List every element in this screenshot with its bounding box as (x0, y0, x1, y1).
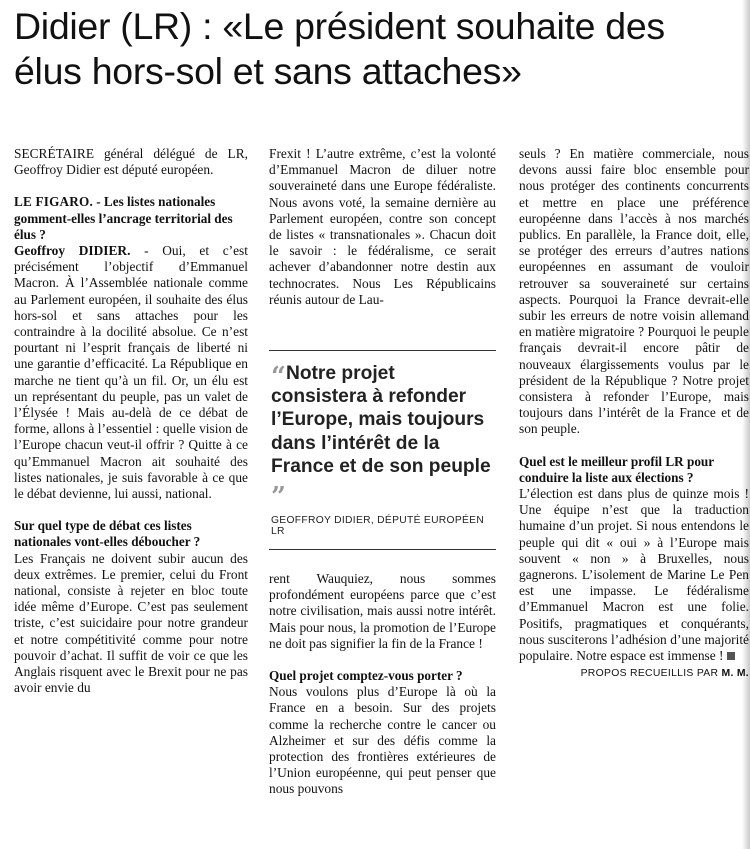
column-3 (519, 146, 749, 683)
end-mark-icon (727, 652, 735, 660)
question-1-label: LE FIGARO. (14, 194, 93, 210)
pull-quote-text-block (271, 362, 493, 513)
byline-prefix: PROPOS RECUEILLIS PAR (580, 668, 722, 680)
answer-2-part-1: Les Français ne doivent subir aucun des deux extrêmes. Le premier, celui du Front national, consiste à rejeter en bloc toute idée même d’Europe. C’est pas seulement triste, c’est suicidaire pour notre grandeur et notre compétitivité comme pour notre pouvoir d’achat. Il suffit de voir ce que les Anglais risquent avec le Brexit pour ne pas avoir envie du (14, 550, 248, 696)
question-2: Sur quel type de débat ces listes nationales vont-elles déboucher ? (14, 518, 201, 550)
pull-quote-credit: GEOFFROY DIDIER, DÉPUTÉ EUROPÉEN LR (271, 515, 485, 537)
question-4: Quel est le meilleur profil LR pour conduire la liste aux élections ? (519, 453, 714, 485)
headline: Didier (LR) : «Le président souhaite des élus hors-sol et sans attaches» (14, 5, 665, 92)
column-2-bottom (269, 571, 496, 798)
answer-1 (14, 243, 248, 502)
question-1-text: - Les listes nationales gomment-elles l’ancrage territorial des élus ? (14, 194, 233, 242)
question-1 (14, 194, 248, 243)
pull-quote (269, 350, 496, 550)
byline-initials: M. M. (721, 668, 749, 680)
open-quote-icon: “ (271, 362, 286, 392)
question-3: Quel projet comptez-vous porter ? (269, 668, 463, 684)
pull-quote-text: Notre projet consistera à refonder l’Europe, mais toujours dans l’intérêt de la France et de son peuple (271, 363, 491, 477)
answer-2-part-2: Frexit ! L’autre extrême, c’est la volonté d’Emmanuel Macron de diluer notre souveraineté dans une Europe fédéraliste. Nous avons voté, la semaine dernière au Parlement européen, contre son concept de listes « transnationales ». Chacun doit le savoir : le fédéralisme, ce serait achever d’abandonner notre destin aux technocrates. Nous Les Républicains réunis autour de Lau- (269, 146, 496, 307)
answer-3-part-1: Nous voulons plus d’Europe là où la France en a besoin. Sur des projets comme la recherche contre le cancer ou Alzheimer et sur des défis comme la protection des frontières extérieures de l’Union européenne, qui peut penser que nous pouvons (269, 684, 496, 797)
answer-4 (519, 486, 749, 664)
close-quote-icon: ” (271, 482, 286, 513)
column-2-top (269, 146, 496, 308)
answer-2-part-3: rent Wauquiez, nous sommes profondément européens parce que c’est notre civilisation, mais aussi notre intérêt. Mais pour nous, la promotion de l’Europe ne doit pas signifier la fin de la France ! (269, 571, 496, 651)
byline (519, 666, 749, 682)
column-1 (14, 146, 248, 697)
answer-1-speaker: Geoffroy DIDIER. (14, 243, 131, 259)
answer-1-text: - Oui, et c’est précisément l’objectif d’Emmanuel Macron. À l’Assemblée nationale comme au Parlement européen, il souhaite des élus hors-sol et sans attaches pour les contraindre à la docilité absolue. Ce n’est pourtant ni l’esprit français de liberté ni une garantie d’efficacité. La République en marche ne tient qu’à un fil. Or, un élu est un représentant du peuple, pas un valet de l’Élysée ! Mais au-delà de ce débat de forme, allons à l’essentiel : quelle vision de l’Europe chacun veut-il offrir ? Quitte à ce qu’Emmanuel Macron ait souhaité des listes nationales, je suis favorable à ce que le débat devienne, lui aussi, national. (14, 243, 248, 502)
answer-4-text: L’élection est dans plus de quinze mois ! Une équipe n’est que la traduction humaine d’un projet. Si nous entendons le peuple qui dit « oui » à l’Europe mais souvent « non » à Bruxelles, nous gagnerons. L’isolement de Marine Le Pen est une impasse. Le fédéralisme d’Emmanuel Macron est une folie. Positifs, pragmatiques et conquérants, nous susciterons l’adhésion d’une majorité populaire. Notre espace est immense ! (519, 486, 749, 664)
intro-paragraph: SECRÉTAIRE général délégué de LR, Geoffroy Didier est député européen. (14, 146, 248, 178)
answer-3-part-2: seuls ? En matière commerciale, nous devons aussi faire bloc ensemble pour nous protéger des continents concurrents et mettre en place une préférence européenne dans l’accès à nos marchés publics. En parallèle, la France doit, elle, se protéger des erreurs d’autres nations européennes en assumant de vouloir retrouver sa souveraineté sur certains aspects. Pourquoi la France devrait-elle subir les erreurs de notre voisin allemand en matière migratoire ? Pourquoi le peuple français devrait-il encore pâtir de nouveaux élargissements voulus par le président de la République ? Notre projet consistera à refonder l’Europe, mais toujours dans l’intérêt de la France et de son peuple. (519, 146, 749, 437)
